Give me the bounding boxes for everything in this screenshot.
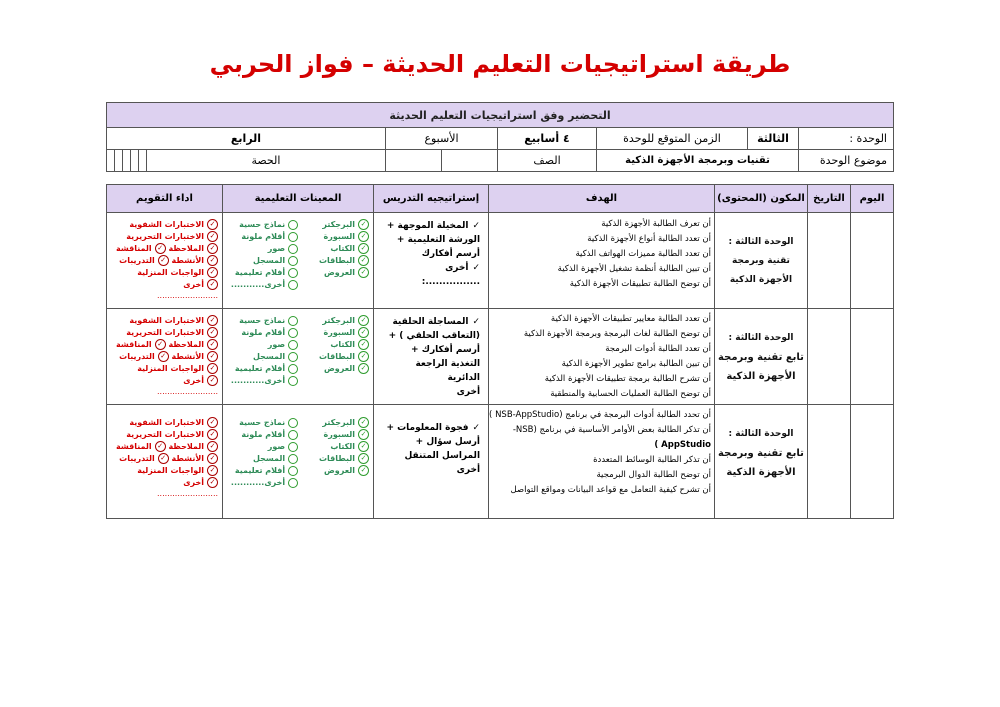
open-circle-icon xyxy=(288,478,298,488)
col-resources: المعينات التعليمية xyxy=(223,185,374,213)
resources-cell: ✓البرجكتر ✓السبورة ✓الكتاب ✓البطاقات ✓العروض نماذج حسية أقلام ملونة صور المسجل أفلام تعليمية أخرى........... xyxy=(223,405,374,519)
day-cell xyxy=(851,405,894,519)
time-value: ٤ أسابيع xyxy=(498,128,597,150)
open-circle-icon xyxy=(288,244,298,254)
red-check-icon: ✓ xyxy=(207,417,218,428)
red-check-icon: ✓ xyxy=(207,231,218,242)
open-circle-icon xyxy=(288,232,298,242)
strategy-cell xyxy=(374,213,489,309)
objective-item: أن توضح الطالبة العمليات الحسابية والمنطقية xyxy=(550,389,711,399)
checked-circle-icon: ✓ xyxy=(358,351,369,362)
objective-item: أن تشرح كيفية التعامل مع قواعد البيانات ومواقع التواصل xyxy=(510,485,711,495)
open-circle-icon xyxy=(288,442,298,452)
open-circle-icon xyxy=(288,340,298,350)
red-check-icon: ✓ xyxy=(158,351,169,362)
strategy-item: ................: xyxy=(421,277,481,287)
date-cell xyxy=(808,405,851,519)
strategy-item: المراسل المتنقل xyxy=(404,451,481,461)
checked-circle-icon: ✓ xyxy=(358,267,369,278)
red-check-icon: ✓ xyxy=(207,315,218,326)
open-circle-icon xyxy=(288,268,298,278)
strategy-item: المخيلة الموجهة + xyxy=(386,221,469,231)
red-check-icon: ✓ xyxy=(207,465,218,476)
dots-line: ........................ xyxy=(157,387,219,396)
check-icon: ✓ xyxy=(472,221,481,231)
unit-line: الأجهزة الذكية xyxy=(726,371,796,382)
objective-item: أن تذكر الطالبة الوسائط المتعددة xyxy=(593,455,711,465)
red-check-icon: ✓ xyxy=(155,441,166,452)
strategy-cell xyxy=(374,405,489,519)
open-circle-icon xyxy=(288,328,298,338)
checked-circle-icon: ✓ xyxy=(358,243,369,254)
content-cell xyxy=(715,213,808,309)
checked-circle-icon: ✓ xyxy=(358,453,369,464)
red-check-icon: ✓ xyxy=(207,327,218,338)
open-circle-icon xyxy=(288,466,298,476)
objective-item: أن توضح الطالبة لغات البرمجة وبرمجة الأجهزة الذكية xyxy=(523,329,711,339)
red-check-icon: ✓ xyxy=(155,339,166,350)
objective-item: أن تعدد الطالبة أدوات البرمجة xyxy=(605,344,711,354)
checked-circle-icon: ✓ xyxy=(358,339,369,350)
col-day: اليوم xyxy=(851,185,894,213)
unit-line: الوحدة الثالثة : xyxy=(728,429,794,439)
objective-item: AppStudio ) xyxy=(654,440,711,450)
checked-circle-icon: ✓ xyxy=(358,363,369,374)
day-cell xyxy=(851,213,894,309)
table-row xyxy=(107,309,894,405)
table-row xyxy=(107,405,894,519)
objective-item: أن تعرف الطالبة الأجهزة الذكية xyxy=(601,219,711,229)
col-strategy: إستراتيجيه التدريس xyxy=(374,185,489,213)
red-check-icon: ✓ xyxy=(207,351,218,362)
red-check-icon: ✓ xyxy=(207,279,218,290)
lesson-plan-table xyxy=(106,184,894,519)
checked-circle-icon: ✓ xyxy=(358,255,369,266)
red-check-icon: ✓ xyxy=(207,441,218,452)
strategy-item: أرسم أفكارك xyxy=(421,249,481,259)
page-title: طريقة استراتيجيات التعليم الحديثة – فواز الحربي xyxy=(209,50,791,78)
red-check-icon: ✓ xyxy=(207,219,218,230)
week-value: الرابع xyxy=(107,128,386,150)
strategy-item: (التعاقب الحلقي ) + xyxy=(388,331,481,341)
strategy-cell xyxy=(374,309,489,405)
objective-item: أن تذكر الطالبة بعض الأوامر الأساسية في برنامج (NSB- xyxy=(512,425,711,435)
check-icon: ✓ xyxy=(472,317,481,327)
period-label: الحصة xyxy=(146,150,385,172)
red-check-icon: ✓ xyxy=(207,453,218,464)
open-circle-icon xyxy=(288,316,298,326)
red-check-icon: ✓ xyxy=(207,363,218,374)
class-label: الصف xyxy=(498,150,597,172)
objective-item: أن تعدد الطالبة أنواع الأجهزة الذكية xyxy=(587,234,711,244)
content-cell xyxy=(715,309,808,405)
objective-cell xyxy=(489,213,715,309)
check-icon: ✓ xyxy=(472,263,481,273)
open-circle-icon xyxy=(288,364,298,374)
resources-cell: ✓البرجكتر ✓السبورة ✓الكتاب ✓البطاقات ✓العروض نماذج حسية أقلام ملونة صور المسجل أفلام تعليمية أخرى........... xyxy=(223,309,374,405)
check-icon: ✓ xyxy=(472,423,481,433)
objective-item: أن تعدد الطالبة مميزات الهواتف الذكية xyxy=(575,249,711,259)
strategy-item: الدائرية xyxy=(447,373,481,383)
dots-line: ........................ xyxy=(157,291,219,300)
open-circle-icon xyxy=(288,418,298,428)
strategy-item: أخرى xyxy=(456,465,481,475)
open-circle-icon xyxy=(288,220,298,230)
objective-item: أن تبين الطالبة أنظمة تشغيل الأجهزة الذكية xyxy=(557,264,711,274)
unit-line: الأجهزة الذكية xyxy=(726,467,796,478)
checked-circle-icon: ✓ xyxy=(358,327,369,338)
checked-circle-icon: ✓ xyxy=(358,315,369,326)
topic-value: تقنيات وبرمجة الأجهزة الذكية xyxy=(597,150,799,172)
unit-line: تقنية وبرمجة xyxy=(732,256,790,266)
time-label: الزمن المتوقع للوحدة xyxy=(597,128,748,150)
day-cell xyxy=(851,309,894,405)
col-date: التاريخ xyxy=(808,185,851,213)
unit-line: تابع تقنية وبرمجة xyxy=(718,448,804,459)
unit-value: الثالثة xyxy=(748,128,799,150)
unit-line: الأجهزة الذكية xyxy=(729,275,793,285)
red-check-icon: ✓ xyxy=(207,255,218,266)
objective-item: أن تشرح الطالبة برمجة تطبيقات الأجهزة الذكية xyxy=(544,374,711,384)
checked-circle-icon: ✓ xyxy=(358,441,369,452)
red-check-icon: ✓ xyxy=(207,429,218,440)
checked-circle-icon: ✓ xyxy=(358,417,369,428)
red-check-icon: ✓ xyxy=(207,243,218,254)
checked-circle-icon: ✓ xyxy=(358,465,369,476)
checked-circle-icon: ✓ xyxy=(358,231,369,242)
open-circle-icon xyxy=(288,454,298,464)
strategy-item: أرسم أفكارك + xyxy=(411,345,481,355)
objective-cell xyxy=(489,309,715,405)
col-objective: الهدف xyxy=(489,185,715,213)
date-cell xyxy=(808,213,851,309)
strategy-item: التغذية الراجعة xyxy=(415,359,481,369)
date-cell xyxy=(808,309,851,405)
objective-item: أن تعدد الطالبة معايير تطبيقات الأجهزة الذكية xyxy=(550,314,711,324)
strategy-item: فجوة المعلومات + xyxy=(386,423,469,433)
red-check-icon: ✓ xyxy=(207,339,218,350)
topic-label: موضوع الوحدة xyxy=(799,150,894,172)
period-cells xyxy=(107,150,147,172)
strategy-item: أرسل سؤال + xyxy=(415,437,481,447)
header-table xyxy=(106,102,894,172)
class-cell-1 xyxy=(442,150,498,172)
strategy-item: أخرى xyxy=(456,387,481,397)
red-check-icon: ✓ xyxy=(158,255,169,266)
red-check-icon: ✓ xyxy=(207,375,218,386)
red-check-icon: ✓ xyxy=(207,267,218,278)
header-band: التحضير وفق استراتيجيات التعليم الحديثة xyxy=(107,103,894,128)
week-label: الأسبوع xyxy=(386,128,498,150)
evaluation-cell: ✓الاختبارات الشفوية ✓الاختبارات التحريرية ✓الملاحظة ✓المناقشة ✓الأنشطة ✓التدريبات ✓الواجبات المنزلية ✓أخرى ........................ xyxy=(107,213,223,309)
dots-line: ........................ xyxy=(157,489,219,498)
strategy-item: الورشة التعليمية + xyxy=(396,235,481,245)
red-check-icon: ✓ xyxy=(155,243,166,254)
col-content: المكون (المحتوى) xyxy=(715,185,808,213)
evaluation-cell: ✓الاختبارات الشفوية ✓الاختبارات التحريرية ✓الملاحظة ✓المناقشة ✓الأنشطة ✓التدريبات ✓الواجبات المنزلية ✓أخرى ........................ xyxy=(107,309,223,405)
strategy-item: أخرى xyxy=(445,263,469,273)
table-row xyxy=(107,213,894,309)
objective-item: أن توضح الطالبة الدوال البرمجية xyxy=(596,470,711,480)
open-circle-icon xyxy=(288,352,298,362)
evaluation-cell: ✓الاختبارات الشفوية ✓الاختبارات التحريرية ✓الملاحظة ✓المناقشة ✓الأنشطة ✓التدريبات ✓الواجبات المنزلية ✓أخرى ........................ xyxy=(107,405,223,519)
open-circle-icon xyxy=(288,256,298,266)
open-circle-icon xyxy=(288,280,298,290)
checked-circle-icon: ✓ xyxy=(358,429,369,440)
unit-line: تابع تقنية وبرمجة xyxy=(718,352,804,363)
objective-item: أن تحدد الطالبة أدوات البرمجة في برنامج (NSB-AppStudio ) xyxy=(489,410,711,420)
objective-cell xyxy=(489,405,715,519)
col-evaluation: اداء التقويم xyxy=(107,185,223,213)
strategy-item: المساجلة الحلقية xyxy=(392,317,469,327)
checked-circle-icon: ✓ xyxy=(358,219,369,230)
unit-label: الوحدة : xyxy=(799,128,894,150)
resources-cell: ✓البرجكتر ✓السبورة ✓الكتاب ✓البطاقات ✓العروض نماذج حسية أقلام ملونة صور المسجل أفلام تعليمية أخرى........... xyxy=(223,213,374,309)
open-circle-icon xyxy=(288,376,298,386)
open-circle-icon xyxy=(288,430,298,440)
class-cell-2 xyxy=(386,150,442,172)
objective-item: أن تبين الطالبة برامج تطوير الأجهزة الذكية xyxy=(561,359,711,369)
red-check-icon: ✓ xyxy=(158,453,169,464)
unit-line: الوحدة الثالثة : xyxy=(728,333,794,343)
objective-item: أن توضح الطالبة تطبيقات الأجهزة الذكية xyxy=(569,279,711,289)
red-check-icon: ✓ xyxy=(207,477,218,488)
content-cell xyxy=(715,405,808,519)
unit-line: الوحدة الثالثة : xyxy=(728,237,794,247)
